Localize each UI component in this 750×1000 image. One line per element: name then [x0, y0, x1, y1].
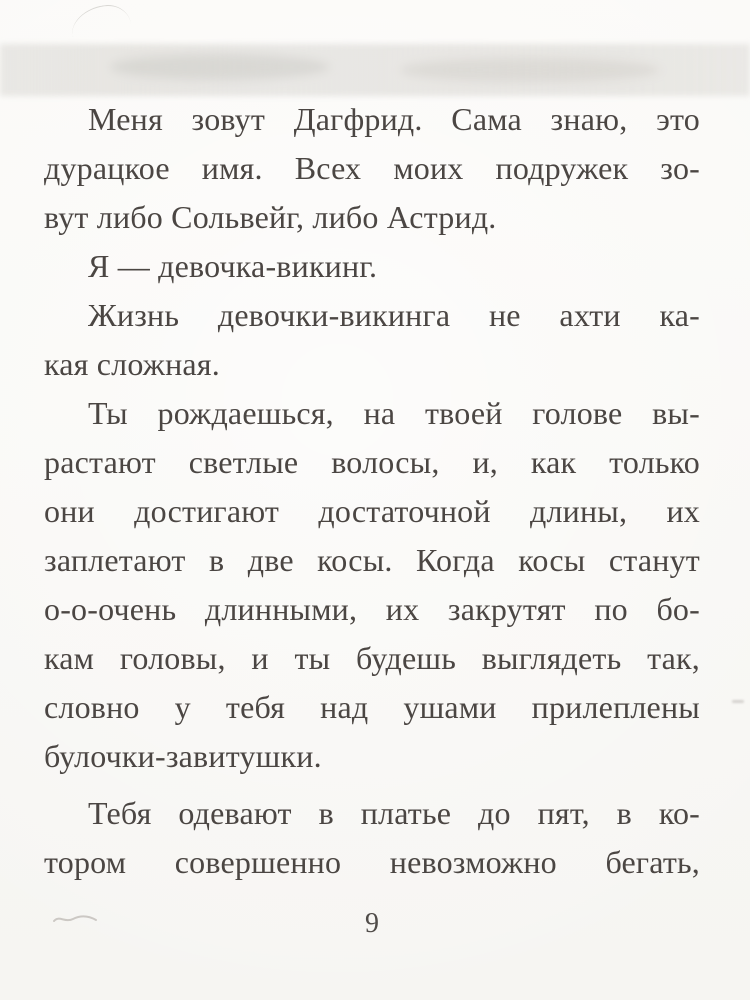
text-line: Ты рождаешься, на твоей голове вы-	[88, 395, 700, 431]
text-line: вут либо Сольвейг, либо Астрид.	[44, 199, 497, 235]
text-line: словно у тебя над ушами прилеплены	[44, 689, 700, 725]
text-line: булочки-завитушки.	[44, 738, 322, 774]
paper-crease	[68, 2, 131, 37]
text-line: дурацкое имя. Всех моих подружек зо-	[44, 150, 700, 186]
text-line: тором совершенно невозможно бегать,	[44, 844, 700, 880]
text-line: Меня зовут Дагфрид. Сама знаю, это	[88, 101, 700, 137]
text-line: кам головы, и ты будешь выглядеть так,	[44, 640, 700, 676]
text-line: о-о-очень длинными, их закрутят по бо-	[44, 591, 700, 627]
text-line: Жизнь девочки-викинга не ахти ка-	[88, 297, 700, 333]
page-number: 9	[365, 908, 379, 939]
body-text	[44, 95, 700, 887]
text-line: Тебя одевают в платье до пят, в ко-	[88, 795, 700, 831]
text-line: заплетают в две косы. Когда косы станут	[44, 542, 700, 578]
text-line: они достигают достаточной длины, их	[44, 493, 700, 529]
text-line: Я — девочка-викинг.	[88, 248, 378, 284]
page-bleed-through-band	[0, 44, 750, 96]
edge-smudge-mark	[732, 700, 744, 703]
text-line: кая сложная.	[44, 346, 220, 382]
text-line: растают светлые волосы, и, как только	[44, 444, 700, 480]
